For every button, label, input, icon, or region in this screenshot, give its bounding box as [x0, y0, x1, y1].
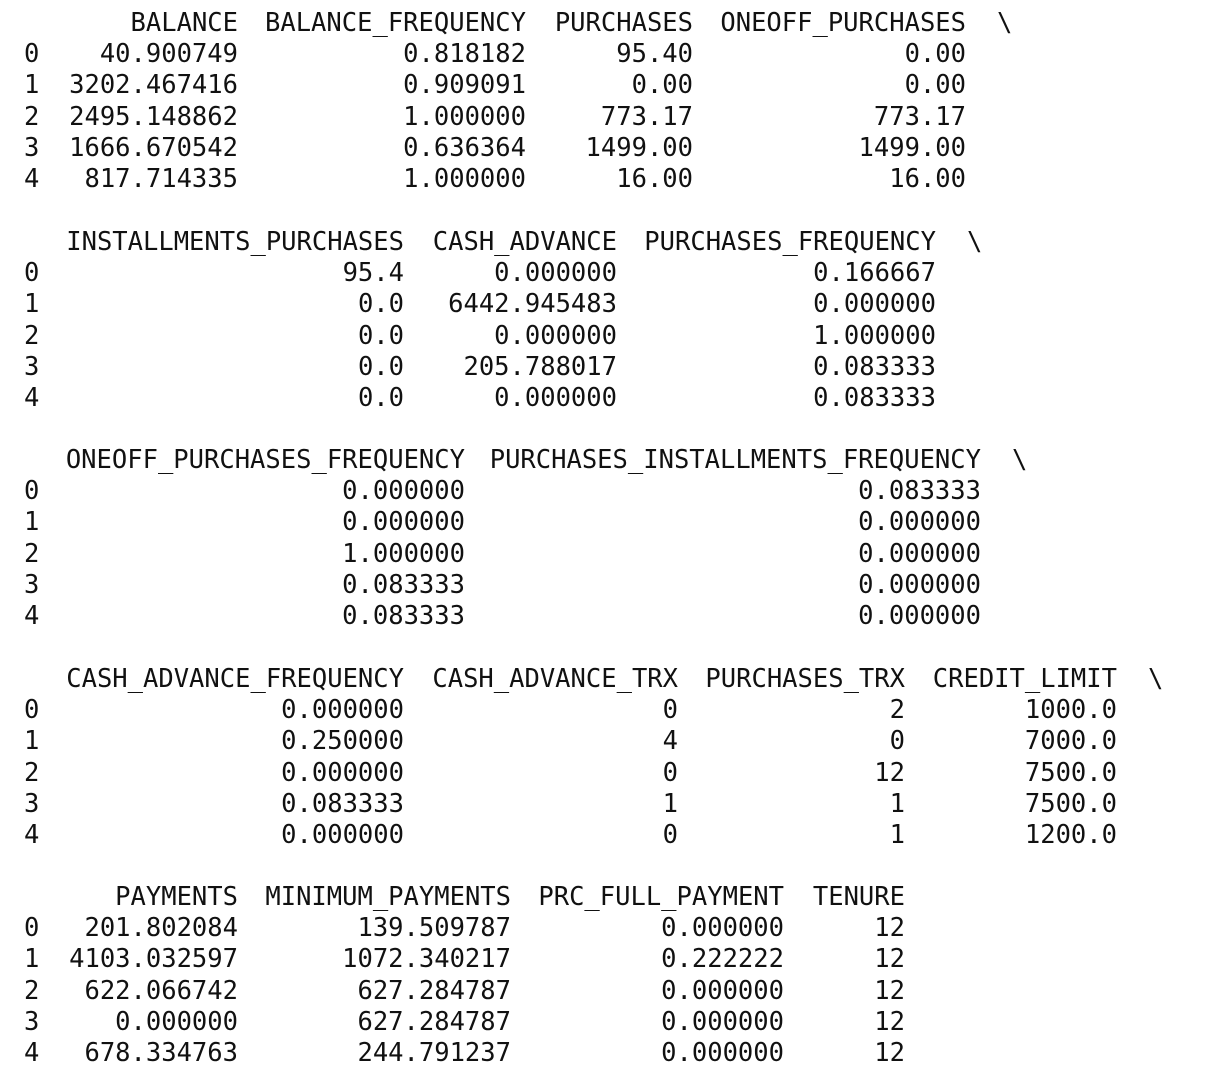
table-cell: 627.284787 — [357, 975, 511, 1006]
table-cell: 0 — [662, 757, 678, 788]
table-cell: 1 — [662, 788, 678, 819]
row-index: 0 — [24, 913, 40, 944]
table-cell: 0.00 — [631, 70, 693, 101]
column-header: CASH_ADVANCE_FREQUENCY — [66, 664, 404, 694]
table-cell: 12 — [874, 1038, 905, 1068]
column-header: PURCHASES_TRX — [705, 664, 905, 694]
table-cell: 12 — [874, 757, 905, 788]
table-cell: 139.509787 — [357, 913, 511, 944]
row-index: 1 — [24, 289, 40, 320]
table-cell: 40.900749 — [99, 39, 238, 70]
table-cell: 16.00 — [616, 164, 693, 194]
table-cell: 12 — [874, 1006, 905, 1037]
row-index: 0 — [24, 258, 40, 289]
table-cell: 0.000000 — [813, 289, 936, 320]
table-cell: 0.000000 — [494, 383, 617, 413]
column-header: CASH_ADVANCE_TRX — [432, 664, 678, 694]
table-cell: 622.066742 — [84, 975, 238, 1006]
table-cell: 0.000000 — [661, 913, 784, 944]
column-header: CASH_ADVANCE — [432, 227, 617, 257]
column-header: PRC_FULL_PAYMENT — [538, 882, 784, 912]
output-block — [0, 445, 1214, 631]
table-cell: 6442.945483 — [448, 289, 617, 320]
row-index: 4 — [24, 383, 40, 413]
line-continuation-marker: \ — [1148, 664, 1164, 694]
table-cell: 0 — [662, 820, 678, 850]
column-header: PAYMENTS — [115, 882, 238, 912]
table-cell: 0 — [662, 695, 678, 726]
table-cell: 0.000000 — [858, 601, 981, 631]
table-cell: 0.000000 — [281, 695, 404, 726]
row-index: 1 — [24, 507, 40, 538]
table-cell: 4103.032597 — [69, 944, 238, 975]
table-cell: 0.000000 — [858, 569, 981, 600]
table-cell: 0.000000 — [115, 1006, 238, 1037]
line-continuation-marker: \ — [1012, 445, 1028, 475]
row-index: 0 — [24, 476, 40, 507]
table-cell: 1499.00 — [858, 132, 966, 163]
table-cell: 1.000000 — [403, 164, 526, 194]
row-index: 4 — [24, 601, 40, 631]
table-cell: 7500.0 — [1024, 788, 1117, 819]
table-cell: 0.00 — [904, 70, 966, 101]
row-index: 4 — [24, 164, 40, 194]
table-cell: 3202.467416 — [69, 70, 238, 101]
table-cell: 773.17 — [600, 101, 693, 132]
row-index: 3 — [24, 132, 40, 163]
row-index: 1 — [24, 70, 40, 101]
row-index: 3 — [24, 1006, 40, 1037]
table-cell: 0 — [889, 726, 905, 757]
column-header: CREDIT_LIMIT — [932, 664, 1117, 694]
row-index: 4 — [24, 820, 40, 850]
table-cell: 0.083333 — [813, 383, 936, 413]
output-block — [0, 227, 1214, 413]
table-cell: 0.083333 — [281, 788, 404, 819]
table-cell: 0.000000 — [281, 757, 404, 788]
row-index: 2 — [24, 320, 40, 351]
line-continuation-marker: \ — [967, 227, 983, 257]
table-cell: 12 — [874, 944, 905, 975]
row-index: 2 — [24, 538, 40, 569]
column-header: INSTALLMENTS_PURCHASES — [66, 227, 404, 257]
table-cell: 0.000000 — [858, 507, 981, 538]
table-cell: 817.714335 — [84, 164, 238, 194]
line-continuation-marker: \ — [997, 8, 1013, 38]
column-header: ONEOFF_PURCHASES_FREQUENCY — [65, 445, 465, 475]
output-block — [0, 664, 1214, 850]
table-cell: 95.4 — [342, 258, 404, 289]
output-block — [0, 8, 1214, 194]
row-index: 3 — [24, 351, 40, 382]
table-cell: 0.000000 — [858, 538, 981, 569]
table-cell: 0.0 — [357, 383, 404, 413]
table-cell: 1000.0 — [1024, 695, 1117, 726]
table-cell: 16.00 — [889, 164, 966, 194]
table-cell: 0.000000 — [342, 507, 465, 538]
table-cell: 0.000000 — [661, 1006, 784, 1037]
column-header: TENURE — [812, 882, 905, 912]
table-cell: 12 — [874, 975, 905, 1006]
table-cell: 0.818182 — [403, 39, 526, 70]
table-cell: 1666.670542 — [69, 132, 238, 163]
table-cell: 0.000000 — [661, 975, 784, 1006]
output-block — [0, 882, 1214, 1068]
row-index: 0 — [24, 695, 40, 726]
row-index: 3 — [24, 788, 40, 819]
table-cell: 0.000000 — [494, 320, 617, 351]
table-cell: 0.636364 — [403, 132, 526, 163]
table-cell: 1499.00 — [585, 132, 693, 163]
row-index: 2 — [24, 101, 40, 132]
table-cell: 1.000000 — [813, 320, 936, 351]
table-cell: 1200.0 — [1024, 820, 1117, 850]
row-index: 3 — [24, 569, 40, 600]
table-cell: 0.0 — [357, 351, 404, 382]
table-cell: 1 — [889, 820, 905, 850]
table-cell: 0.909091 — [403, 70, 526, 101]
table-cell: 0.000000 — [494, 258, 617, 289]
column-header: BALANCE_FREQUENCY — [265, 8, 526, 38]
column-header: PURCHASES_FREQUENCY — [644, 227, 936, 257]
table-cell: 0.250000 — [281, 726, 404, 757]
table-cell: 205.788017 — [463, 351, 617, 382]
table-cell: 244.791237 — [357, 1038, 511, 1068]
table-cell: 2 — [889, 695, 905, 726]
table-cell: 773.17 — [873, 101, 966, 132]
table-cell: 4 — [662, 726, 678, 757]
table-cell: 678.334763 — [84, 1038, 238, 1068]
table-cell: 627.284787 — [357, 1006, 511, 1037]
table-cell: 1.000000 — [342, 538, 465, 569]
column-header: MINIMUM_PAYMENTS — [265, 882, 511, 912]
table-cell: 0.083333 — [342, 601, 465, 631]
table-cell: 0.00 — [904, 39, 966, 70]
table-cell: 0.083333 — [342, 569, 465, 600]
table-cell: 0.166667 — [813, 258, 936, 289]
column-header: ONEOFF_PURCHASES — [720, 8, 966, 38]
table-cell: 7500.0 — [1024, 757, 1117, 788]
table-cell: 0.000000 — [661, 1038, 784, 1068]
row-index: 0 — [24, 39, 40, 70]
table-cell: 12 — [874, 913, 905, 944]
table-cell: 2495.148862 — [69, 101, 238, 132]
table-cell: 1.000000 — [403, 101, 526, 132]
table-cell: 1 — [889, 788, 905, 819]
table-cell: 0.083333 — [813, 351, 936, 382]
table-cell: 0.083333 — [858, 476, 981, 507]
row-index: 1 — [24, 726, 40, 757]
column-header: PURCHASES_INSTALLMENTS_FREQUENCY — [489, 445, 981, 475]
column-header: BALANCE — [130, 8, 238, 38]
table-cell: 0.000000 — [281, 820, 404, 850]
row-index: 2 — [24, 975, 40, 1006]
column-header: PURCHASES — [554, 8, 693, 38]
row-index: 4 — [24, 1038, 40, 1068]
table-cell: 7000.0 — [1024, 726, 1117, 757]
table-cell: 95.40 — [616, 39, 693, 70]
table-cell: 0.0 — [357, 289, 404, 320]
table-cell: 201.802084 — [84, 913, 238, 944]
row-index: 2 — [24, 757, 40, 788]
table-cell: 0.0 — [357, 320, 404, 351]
table-cell: 0.000000 — [342, 476, 465, 507]
row-index: 1 — [24, 944, 40, 975]
table-cell: 1072.340217 — [342, 944, 511, 975]
table-cell: 0.222222 — [661, 944, 784, 975]
